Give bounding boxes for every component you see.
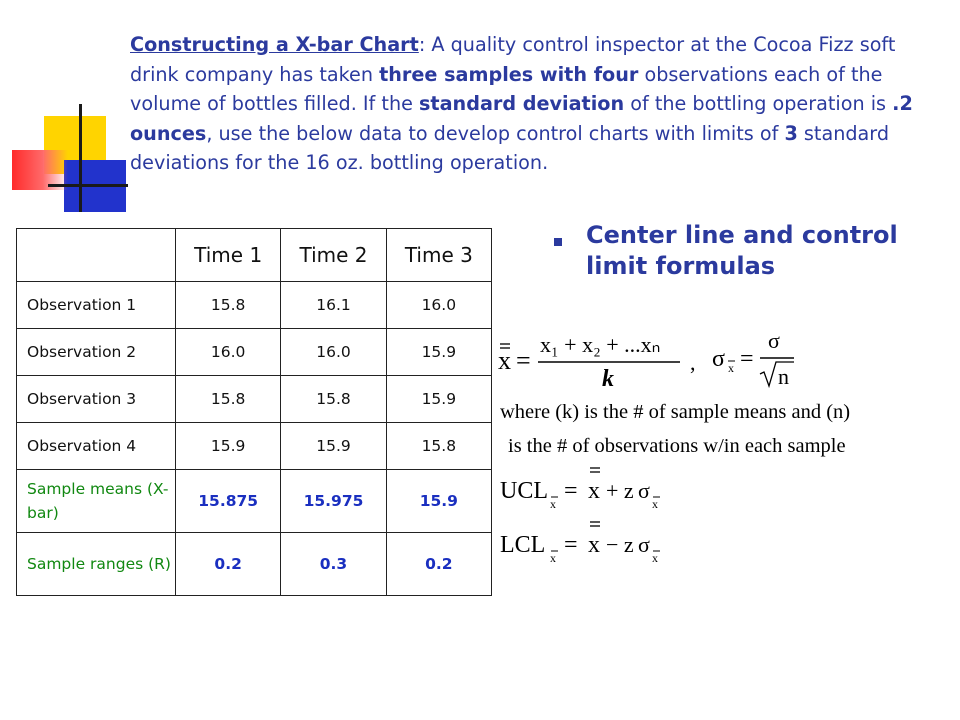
table-cell: 16.0 — [176, 329, 281, 376]
where-line-1: where (k) is the # of sample means and (n) — [500, 401, 851, 423]
decorative-logo — [0, 0, 140, 220]
lcl-sigma-sub: x — [652, 551, 658, 565]
lcl-sub: x — [550, 551, 556, 565]
lcl-x: x — [588, 532, 600, 558]
table-row — [17, 423, 492, 470]
table-cell: 0.2 — [176, 533, 281, 596]
sample-means-row — [17, 470, 492, 533]
table-header-cell — [17, 229, 176, 282]
table-cell: 15.8 — [176, 282, 281, 329]
table-cell: 15.9 — [176, 423, 281, 470]
table-cell: 15.975 — [281, 470, 386, 533]
table-cell: 15.9 — [386, 329, 491, 376]
logo-horizontal-line — [48, 184, 128, 187]
intro-text-5: standard deviations for the 16 oz. bottling operation. — [130, 121, 890, 174]
ucl-sigma: σ — [638, 478, 650, 503]
table-cell: 15.8 — [386, 423, 491, 470]
table-cell: 15.8 — [281, 376, 386, 423]
row-label: Observation 2 — [17, 329, 176, 376]
formula-block — [498, 320, 938, 580]
ucl-plus-z: + z — [606, 478, 634, 503]
ucl-equals: = — [564, 478, 578, 504]
row-label: Observation 4 — [17, 423, 176, 470]
observation-table — [16, 228, 492, 596]
table-cell: 0.3 — [281, 533, 386, 596]
equals-sign: = — [516, 346, 531, 375]
intro-bold-3: .2 ounces — [130, 92, 913, 145]
table-cell: 0.2 — [386, 533, 491, 596]
table-cell: 15.8 — [176, 376, 281, 423]
lcl-sigma: σ — [638, 532, 650, 557]
intro-text-2: observations each of the volume of bottles filled. If the — [130, 62, 883, 115]
sigma-symbol: σ — [712, 346, 725, 372]
table-header-cell: Time 2 — [281, 229, 386, 282]
ucl-x: x — [588, 478, 600, 504]
table-cell: 16.0 — [386, 282, 491, 329]
sqrt-n: n — [778, 364, 789, 389]
formulas-heading: Center line and control limit formulas — [586, 221, 898, 280]
table-header-row — [17, 229, 492, 282]
lcl-minus-z: − z — [606, 532, 634, 557]
lcl-label: LCL — [500, 532, 546, 558]
intro-bold-2: standard deviation — [419, 92, 625, 115]
sample-ranges-row — [17, 533, 492, 596]
intro-text-3: of the bottling operation is — [624, 92, 893, 115]
xbar-symbol: x — [498, 346, 511, 375]
intro-title: Constructing a X-bar Chart — [130, 33, 419, 56]
intro-text-4: , use the below data to develop control charts with limits of — [206, 121, 785, 145]
table-cell: 15.9 — [281, 423, 386, 470]
equals-sign-2: = — [740, 346, 754, 372]
bullet-square-icon — [554, 238, 562, 246]
ucl-sub: x — [550, 497, 556, 511]
logo-vertical-line — [79, 104, 82, 212]
table-cell: 16.1 — [281, 282, 386, 329]
table-cell: 15.9 — [386, 470, 491, 533]
ucl-label: UCL — [500, 478, 548, 504]
table-header-cell: Time 1 — [176, 229, 281, 282]
row-label: Sample means (X-bar) — [17, 470, 176, 533]
table-cell: 16.0 — [281, 329, 386, 376]
row-label: Sample ranges (R) — [17, 533, 176, 596]
table-row — [17, 329, 492, 376]
intro-bold-4: 3 — [784, 121, 798, 145]
intro-text-1: A quality control inspector at the Cocoa Fizz soft drink company has taken — [130, 33, 896, 86]
table-cell: 15.875 — [176, 470, 281, 533]
table-row — [17, 376, 492, 423]
intro-paragraph — [130, 30, 950, 178]
formula-comma: , — [690, 350, 696, 375]
intro-sep: : — [418, 33, 432, 56]
sigma-subscript: x — [728, 361, 734, 375]
table-cell: 15.9 — [386, 376, 491, 423]
ucl-sigma-sub: x — [652, 497, 658, 511]
xbar-denominator: k — [602, 366, 614, 392]
xbar-numerator: x₁ + x₂ + ...xₙ — [540, 332, 661, 357]
table-header-cell: Time 3 — [386, 229, 491, 282]
intro-bold-1: three samples with four — [379, 62, 639, 86]
sigma-numerator: σ — [768, 328, 780, 353]
where-line-2: is the # of observations w/in each sample — [508, 435, 846, 457]
table-row — [17, 282, 492, 329]
row-label: Observation 3 — [17, 376, 176, 423]
lcl-equals: = — [564, 532, 578, 558]
row-label: Observation 1 — [17, 282, 176, 329]
